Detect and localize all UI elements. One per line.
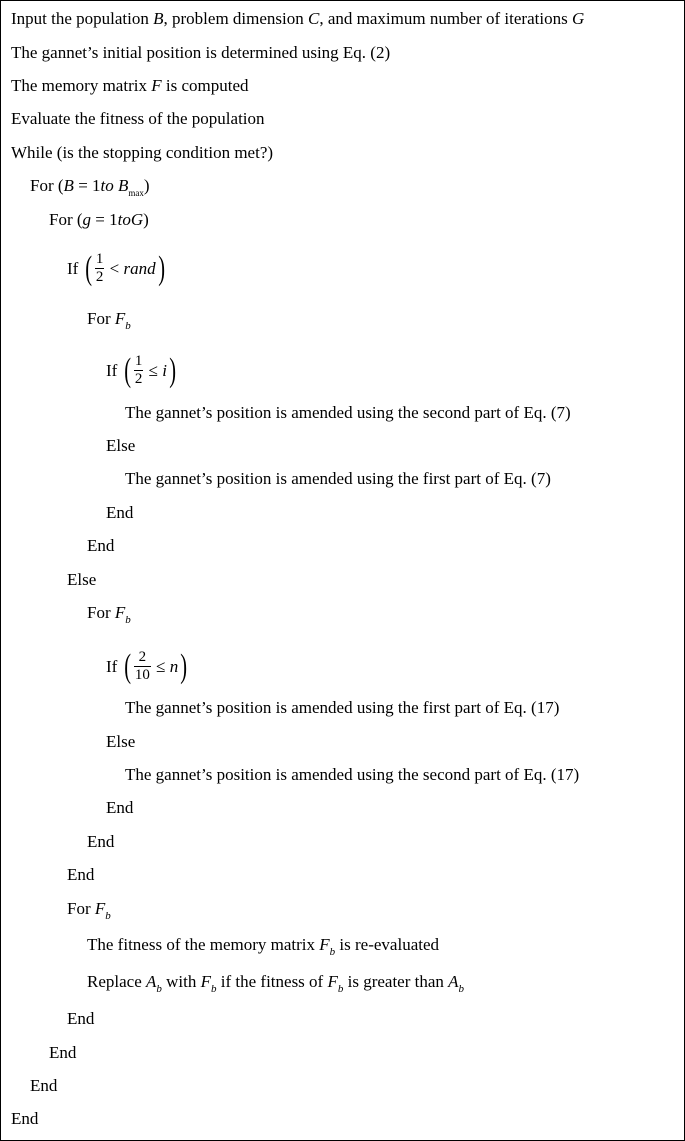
relation-sign: ≤: [148, 360, 158, 380]
var-B: B: [153, 9, 164, 28]
paren-left: (: [76, 210, 83, 229]
keyword-for: For: [87, 603, 111, 622]
fraction-numerator: 2: [134, 649, 151, 667]
fraction: [134, 649, 151, 684]
line-text: , and maximum number of iterations: [319, 9, 568, 28]
keyword-if: If: [67, 258, 79, 278]
subscript-b: b: [458, 983, 465, 995]
line-end: End: [106, 503, 134, 522]
line-text: if the fitness of: [220, 972, 324, 991]
keyword-for: For: [49, 210, 73, 229]
var-rand: rand: [123, 258, 156, 278]
line-for-g: [49, 209, 149, 231]
fraction-numerator: 1: [95, 251, 104, 267]
line-amend-second-7: The gannet’s position is amended using the second part of Eq. (7): [125, 403, 571, 422]
fraction-denominator: 2: [134, 371, 143, 387]
paren-right: ): [143, 176, 150, 195]
line-if-n: [106, 649, 190, 684]
line-else: Else: [106, 436, 136, 455]
line-while: While (is the stopping condition met?): [11, 143, 274, 162]
big-paren-right: ): [169, 351, 177, 389]
line-for-Fb: [67, 898, 111, 922]
big-paren-left: (: [123, 647, 131, 685]
line-for-B: [30, 175, 150, 199]
line-for-Fb: [87, 308, 131, 332]
var-n: n: [169, 656, 179, 676]
var-g: g: [82, 210, 92, 229]
var-F: F: [319, 935, 330, 954]
keyword-if: If: [106, 360, 118, 380]
var-F: F: [94, 899, 106, 918]
line-text: is computed: [165, 76, 249, 95]
big-paren-left: (: [123, 351, 131, 389]
var-B: B: [118, 176, 129, 195]
relation-sign: ≤: [156, 656, 166, 676]
line-end: End: [67, 865, 95, 884]
word-to: to: [117, 210, 131, 229]
paren-left: (: [57, 176, 64, 195]
fraction-numerator: 1: [134, 353, 143, 369]
subscript-b: b: [156, 983, 162, 995]
keyword-for: For: [67, 899, 91, 918]
line-for-Fb: [87, 602, 131, 626]
fraction: [95, 251, 105, 286]
keyword-for: For: [30, 176, 54, 195]
subscript-max: max: [128, 188, 144, 198]
line-end: End: [49, 1043, 77, 1062]
big-paren-right: ): [180, 647, 188, 685]
paren-right: ): [143, 210, 149, 229]
var-i: i: [162, 360, 167, 380]
big-paren-left: (: [84, 249, 92, 287]
line-if-rand: [67, 251, 167, 286]
line-text: Input the population: [11, 9, 149, 28]
var-G: G: [130, 210, 144, 229]
line-end: End: [106, 798, 134, 817]
subscript-b: b: [329, 946, 336, 958]
var-C: C: [308, 9, 320, 28]
line-text: is re-evaluated: [339, 935, 440, 954]
line-else: Else: [106, 732, 136, 751]
subscript-b: b: [125, 320, 131, 332]
fraction-denominator: 2: [95, 269, 104, 285]
fraction: [134, 353, 144, 388]
var-G: G: [571, 9, 585, 28]
var-A: A: [448, 972, 459, 991]
big-paren-right: ): [157, 249, 165, 287]
line-replace: [87, 971, 464, 995]
line-end: End: [87, 832, 115, 851]
line-evaluate-fitness: Evaluate the fitness of the population: [11, 109, 265, 128]
line-else: Else: [67, 570, 97, 589]
subscript-b: b: [211, 983, 217, 995]
line-text: with: [166, 972, 197, 991]
keyword-if: If: [106, 656, 118, 676]
relation-sign: <: [109, 258, 120, 278]
line-amend-first-7: The gannet’s position is amended using the first part of Eq. (7): [125, 469, 551, 488]
line-if-i: [106, 353, 178, 388]
fraction-denominator: 10: [134, 667, 150, 683]
var-F: F: [151, 76, 162, 95]
var-B: B: [63, 176, 74, 195]
equals-sign: =: [78, 176, 88, 195]
line-text: Replace: [87, 972, 142, 991]
line-end: End: [11, 1109, 39, 1128]
line-end: End: [30, 1076, 58, 1095]
line-amend-first-17: The gannet’s position is amended using the first part of Eq. (17): [125, 698, 560, 717]
var-F: F: [200, 972, 212, 991]
line-initial-position: The gannet’s initial position is determined using Eq. (2): [11, 43, 391, 62]
var-F: F: [114, 309, 126, 328]
equals-sign: =: [95, 210, 105, 229]
subscript-b: b: [125, 614, 131, 626]
var-F: F: [327, 972, 338, 991]
var-A: A: [146, 972, 157, 991]
keyword-for: For: [87, 309, 111, 328]
line-amend-second-17: The gannet’s position is amended using the second part of Eq. (17): [125, 765, 580, 784]
number: 1: [109, 210, 118, 229]
line-text: is greater than: [347, 972, 444, 991]
line-text: , problem dimension: [163, 9, 304, 28]
subscript-b: b: [105, 910, 111, 922]
line-input-params: [11, 8, 584, 30]
number: 1: [92, 176, 101, 195]
word-to: to: [100, 176, 114, 195]
line-text: The memory matrix: [11, 76, 147, 95]
line-end: End: [67, 1009, 95, 1028]
line-text: The fitness of the memory matrix: [87, 935, 316, 954]
line-end: End: [87, 536, 115, 555]
line-reevaluate: [87, 934, 439, 958]
line-memory-matrix: [11, 75, 249, 97]
subscript-b: b: [337, 983, 344, 995]
var-F: F: [114, 603, 126, 622]
